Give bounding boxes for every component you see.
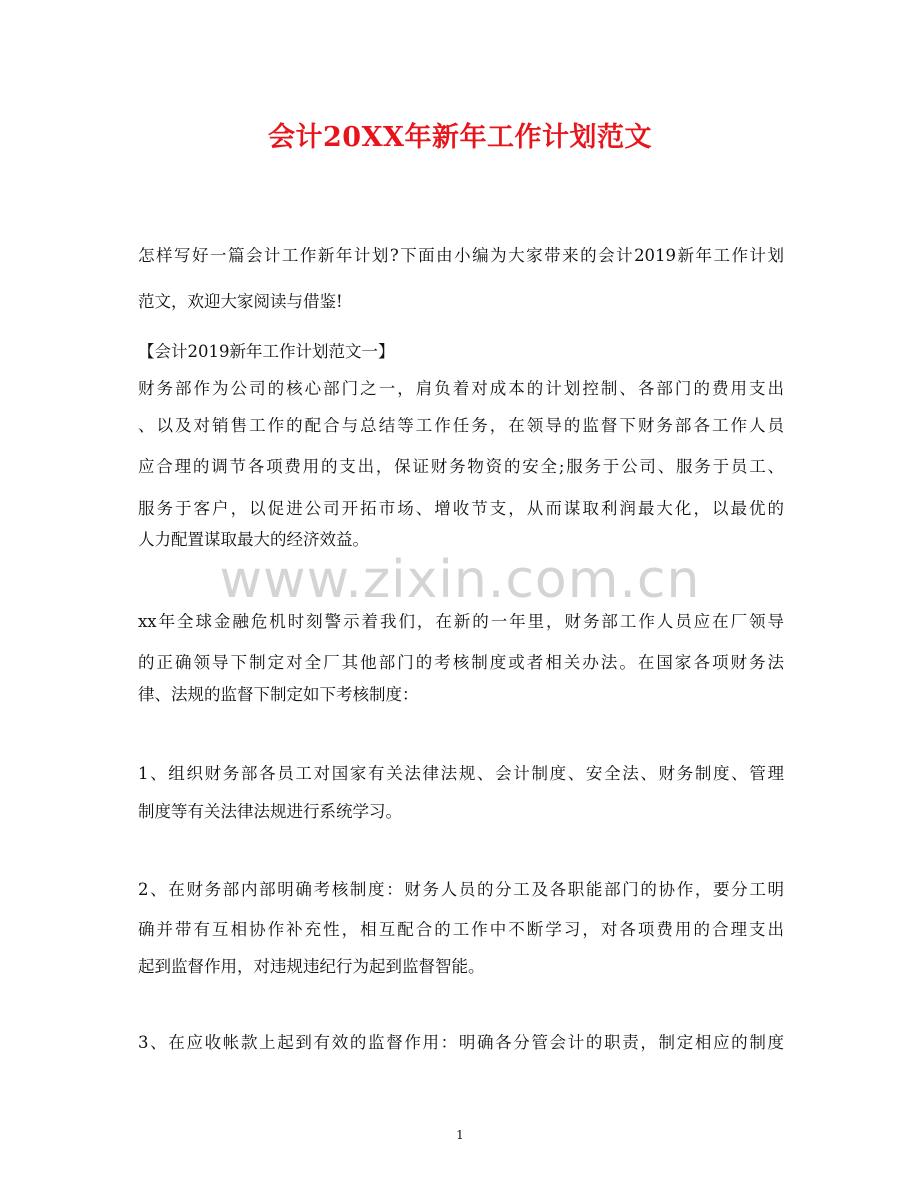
body-line-p1-4: 服务于客户，以促进公司开拓市场、增收节支，从而谋取利润最大化，以最优的	[138, 499, 784, 518]
body-line-p2-2: 的正确领导下制定对全厂其他部门的考核制度或者相关办法。在国家各项财务法	[138, 653, 784, 672]
body-line-intro-1: 怎样写好一篇会计工作新年计划?下面由小编为大家带来的会计2019新年工作计划	[138, 246, 784, 265]
body-line-item2-2: 确并带有互相协作补充性，相互配合的工作中不断学习，对各项费用的合理支出	[138, 920, 784, 939]
body-line-p1-3: 应合理的调节各项费用的支出，保证财务物资的安全;服务于公司、服务于员工、	[138, 457, 784, 476]
body-line-item3-1: 3、在应收帐款上起到有效的监督作用：明确各分管会计的职责，制定相应的制度	[138, 1033, 784, 1052]
body-line-p1-2: 、以及对销售工作的配合与总结等工作任务，在领导的监督下财务部各工作人员	[138, 416, 784, 435]
body-line-p2-3: 律、法规的监督下制定如下考核制度：	[138, 685, 419, 704]
body-line-item2-1: 2、在财务部内部明确考核制度：财务人员的分工及各职能部门的协作，要分工明	[138, 880, 784, 899]
watermark: www.zixin.com.cn	[219, 550, 701, 610]
body-line-item1-1: 1、组织财务部各员工对国家有关法律法规、会计制度、安全法、财务制度、管理	[138, 764, 784, 783]
body-line-intro-2: 范文，欢迎大家阅读与借鉴!	[138, 292, 343, 311]
body-line-item2-3: 起到监督作用，对违规违纪行为起到监督智能。	[138, 957, 485, 976]
body-line-p1-1: 财务部作为公司的核心部门之一，肩负着对成本的计划控制、各部门的费用支出	[138, 379, 784, 398]
body-line-item1-2: 制度等有关法律法规进行系统学习。	[138, 802, 402, 821]
section-heading: 【会计2019新年工作计划范文一】	[138, 342, 395, 361]
page-number: 1	[456, 1128, 464, 1142]
document-title: 会计20XX年新年工作计划范文	[268, 122, 652, 153]
body-line-p2-1: xx年全球金融危机时刻警示着我们，在新的一年里，财务部工作人员应在厂领导	[138, 612, 784, 631]
body-line-p1-5: 人力配置谋取最大的经济效益。	[138, 530, 369, 549]
